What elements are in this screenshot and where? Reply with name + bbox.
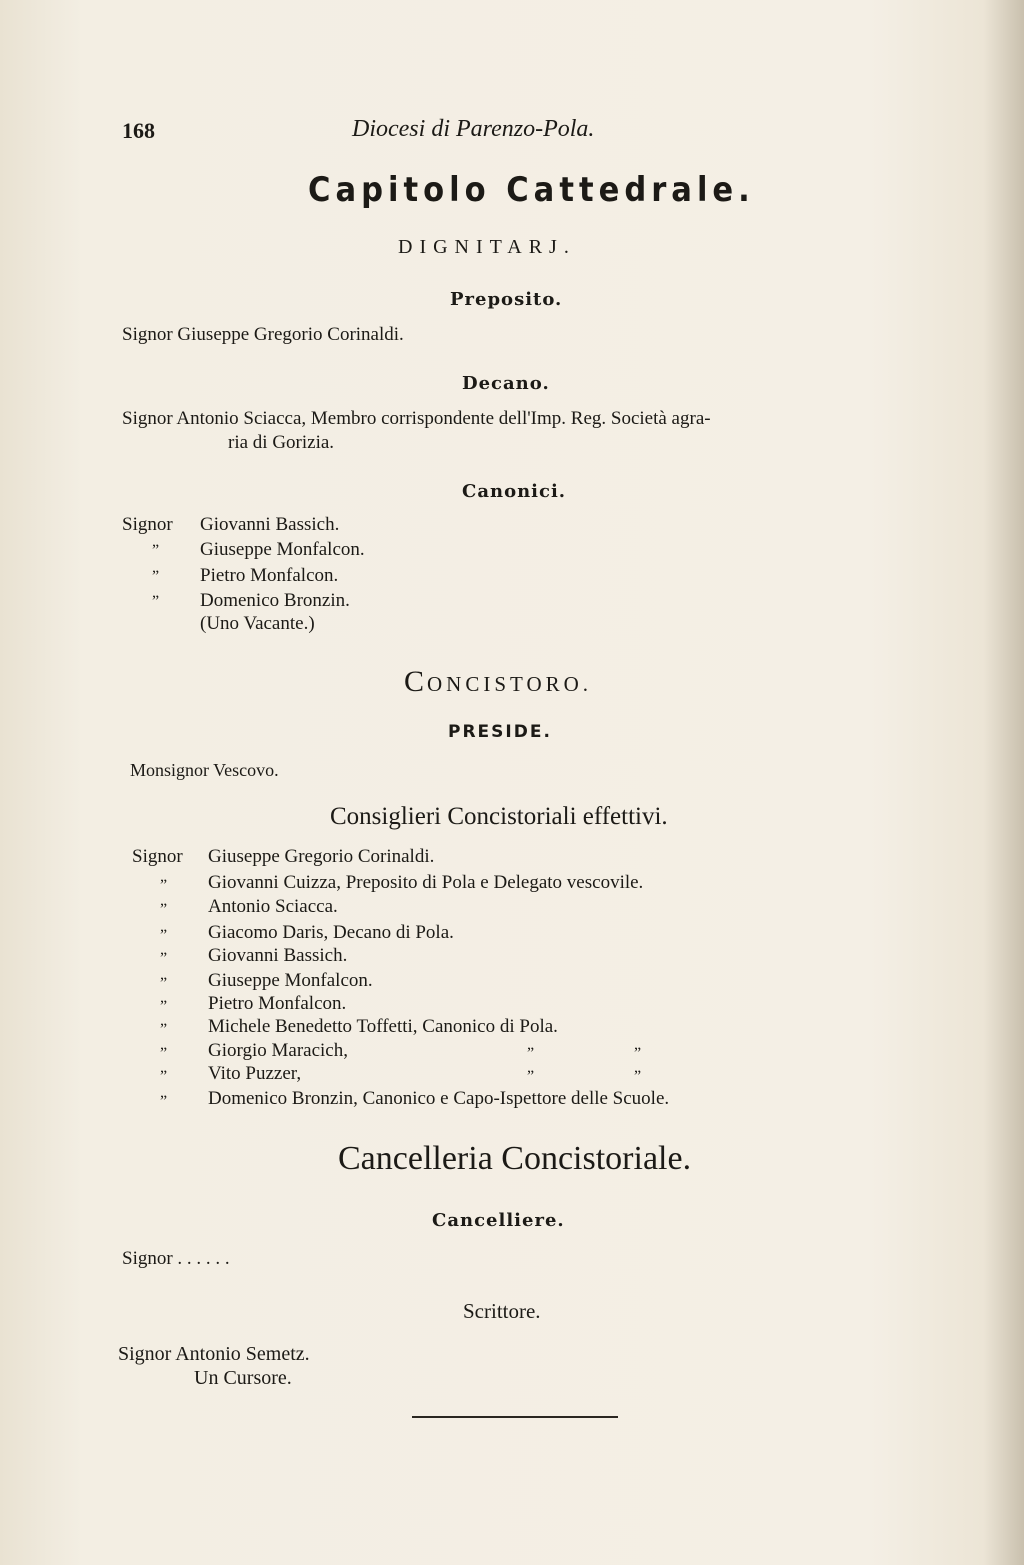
list-item: Antonio Sciacca. (208, 896, 338, 917)
list-item: Vito Puzzer, (208, 1063, 302, 1084)
list-item: Giovanni Bassich. (200, 514, 340, 535)
ditto-mark: ” (160, 901, 168, 918)
running-title: Diocesi di Parenzo-Pola. (352, 116, 595, 142)
list-item: Michele Benedetto Toffetti, Canonico di Pola. (208, 1016, 558, 1037)
ditto-mark: ” (527, 1045, 535, 1062)
list-item: Giorgio Maracich, (208, 1040, 348, 1061)
ditto-mark: ” (160, 998, 168, 1015)
heading-cancelliere: Cancelliere. (432, 1210, 565, 1231)
heading-canonici: Canonici. (462, 481, 567, 502)
heading-decano: Decano. (462, 373, 550, 394)
ditto-mark: ” (160, 975, 168, 992)
heading-preside: PRESIDE. (448, 722, 552, 742)
section-title-cancelleria: Cancelleria Concistoriale. (338, 1140, 692, 1177)
ditto-mark: ” (152, 568, 160, 585)
list-item: Giacomo Daris, Decano di Pola. (208, 922, 454, 943)
decano-line-1: Signor Antonio Sciacca, Membro corrispondente dell'Imp. Reg. Società agra- (122, 408, 711, 429)
list-item: Giuseppe Monfalcon. (200, 539, 365, 560)
list-item: Giuseppe Monfalcon. (208, 970, 373, 991)
heading-dignitari: DIGNITARJ. (398, 236, 576, 258)
heading-preposito: Preposito. (450, 289, 563, 310)
list-item-vacante: (Uno Vacante.) (200, 613, 315, 634)
title-initial: C (404, 665, 428, 698)
list-item-prefix: Signor (122, 514, 173, 535)
ditto-mark: ” (152, 593, 160, 610)
section-title-concistoro (404, 665, 592, 699)
list-item: Pietro Monfalcon. (208, 993, 347, 1014)
ditto-mark: ” (160, 927, 168, 944)
ditto-mark: ” (634, 1045, 642, 1062)
closing-rule (412, 1416, 618, 1418)
cancelliere-line: Signor . . . . . . (122, 1248, 230, 1269)
list-item: Giuseppe Gregorio Corinaldi. (208, 846, 435, 867)
scrittore-line: Signor Antonio Semetz. (118, 1343, 310, 1365)
preside-line: Monsignor Vescovo. (130, 760, 279, 780)
ditto-mark: ” (160, 1045, 168, 1062)
ditto-mark: ” (160, 877, 168, 894)
list-item: Giovanni Bassich. (208, 945, 348, 966)
ditto-mark: ” (634, 1068, 642, 1085)
cursore-line: Un Cursore. (194, 1367, 292, 1389)
list-item: Giovanni Cuizza, Preposito di Pola e Delegato vescovile. (208, 872, 644, 893)
heading-scrittore: Scrittore. (463, 1299, 541, 1323)
ditto-mark: ” (152, 542, 160, 559)
list-item: Domenico Bronzin, Canonico e Capo-Ispettore delle Scuole. (208, 1088, 670, 1109)
title-rest: ONCISTORO. (427, 672, 593, 696)
list-item-prefix: Signor (132, 846, 183, 867)
ditto-mark: ” (160, 950, 168, 967)
decano-line-2: ria di Gorizia. (228, 432, 335, 453)
ditto-mark: ” (160, 1021, 168, 1038)
ditto-mark: ” (160, 1068, 168, 1085)
section-title-capitolo: Capitolo Cattedrale. (308, 170, 755, 210)
ditto-mark: ” (160, 1093, 168, 1110)
ditto-mark: ” (527, 1068, 535, 1085)
list-item: Domenico Bronzin. (200, 590, 350, 611)
page-number: 168 (122, 118, 155, 143)
preposito-line: Signor Giuseppe Gregorio Corinaldi. (122, 324, 404, 345)
heading-consiglieri: Consiglieri Concistoriali effettivi. (330, 803, 668, 830)
list-item: Pietro Monfalcon. (200, 565, 339, 586)
